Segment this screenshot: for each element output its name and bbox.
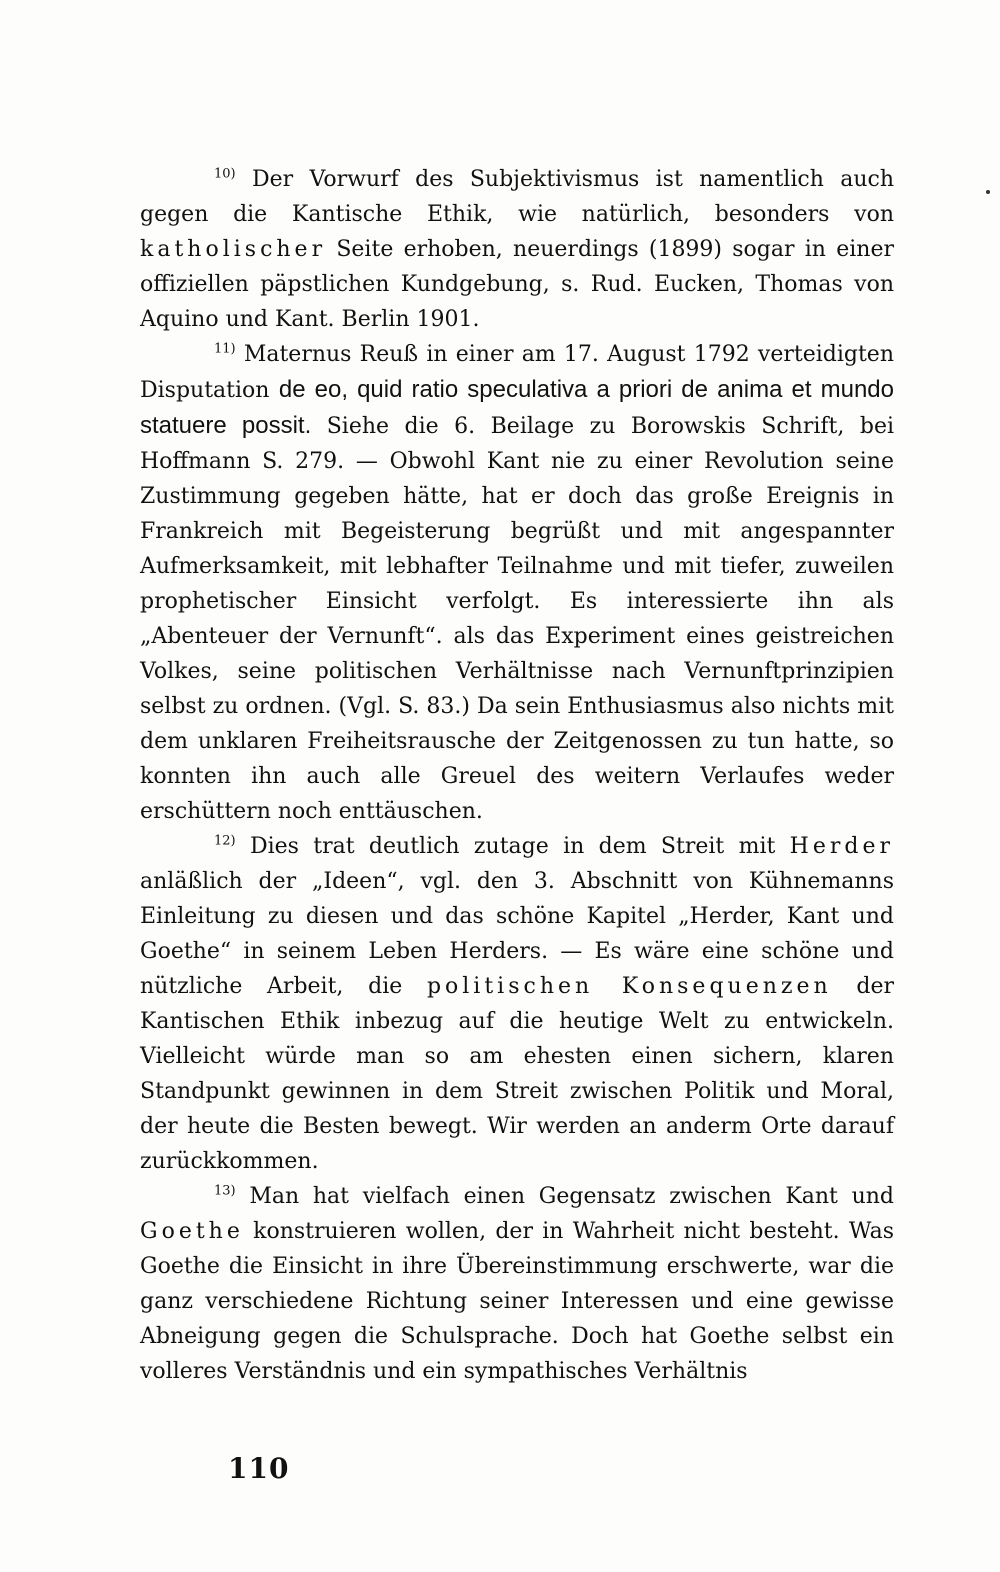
footnote-text: Man hat vielfach einen Gegensatz zwischen Kant und	[249, 1184, 895, 1209]
spaced-emphasis: katholischer	[140, 237, 327, 262]
footnote-text: Der Vorwurf des Subjektivismus ist namentlich auch gegen die Kantische Ethik, wie natürlich, besonders von	[140, 167, 894, 227]
footnote-number: 13)	[214, 1183, 236, 1199]
footnote-13	[140, 1179, 894, 1389]
spaced-emphasis: Goethe	[140, 1219, 244, 1244]
footnote-text: konstruieren wollen, der in Wahrheit nicht besteht. Was Goethe die Einsicht in ihre Übereinstimmung erschwerte, war die ganz verschiedene Richtung seiner Interessen und eine gewisse Abneigung gegen die Schulsprache. Doch hat Goethe selbst ein volleres Verständnis und ein sympathisches Verhältnis	[140, 1219, 894, 1384]
latin-quotation: de eo, quid ratio speculativa a priori de anima et mundo statuere possit.	[140, 376, 894, 439]
footnote-text: anläßlich der „Ideen“, vgl. den 3. Abschnitt von Kühnemanns Einleitung zu diesen und das schöne Kapitel „Herder, Kant und Goethe“ in seinem Leben Herders. — Es wäre eine schöne und nützliche Arbeit, die	[140, 869, 894, 999]
footnote-text: Maternus Reuß in einer am 17. August 1792 verteidigten Disputation	[140, 342, 894, 403]
spaced-emphasis: Herder	[789, 834, 894, 859]
footnote-text: Siehe die 6. Beilage zu Borowskis Schrift, bei Hoffmann S. 279. — Obwohl Kant nie zu einer Revolution seine Zustimmung gegeben hätte, hat er doch das große Ereignis in Frankreich mit Begeisterung begrüßt und mit angespannter Aufmerksamkeit, mit lebhafter Teilnahme und mit tiefer, zuweilen prophetischer Einsicht verfolgt. Es interessierte ihn als „Abenteuer der Vernunft“. als das Experiment eines geistreichen Volkes, seine politischen Verhältnisse nach Vernunftprinzipien selbst zu ordnen. (Vgl. S. 83.) Da sein Enthusiasmus also nichts mit dem unklaren Freiheitsrausche der Zeitgenossen zu tun hatte, so konnten ihn auch alle Greuel des weitern Verlaufes weder erschüttern noch enttäuschen.	[140, 414, 895, 824]
footnote-number: 10)	[214, 166, 236, 182]
footnotes-block	[140, 162, 894, 1389]
footnote-number: 12)	[214, 833, 236, 849]
footnote-10	[140, 162, 894, 337]
footnote-text: der Kantischen Ethik inbezug auf die heutige Welt zu entwickeln. Vielleicht würde man so am ehesten einen sichern, klaren Standpunkt gewinnen in dem Streit zwischen Politik und Moral, der heute die Besten bewegt. Wir werden an anderm Orte darauf zurückkommen.	[140, 974, 894, 1174]
scan-speck	[986, 190, 990, 194]
footnote-text: Dies trat deutlich zutage in dem Streit mit	[249, 834, 790, 859]
footnote-11	[140, 337, 894, 829]
footnote-text: Seite erhoben, neuerdings (1899) sogar in einer offiziellen päpstlichen Kundgebung, s. Rud. Eucken, Thomas von Aquino und Kant. Berlin 1901.	[140, 237, 894, 332]
spaced-emphasis: politischen Konsequenzen	[426, 974, 832, 999]
page-number: 110	[228, 1452, 290, 1485]
footnote-number: 11)	[214, 341, 236, 357]
footnote-12	[140, 829, 894, 1179]
